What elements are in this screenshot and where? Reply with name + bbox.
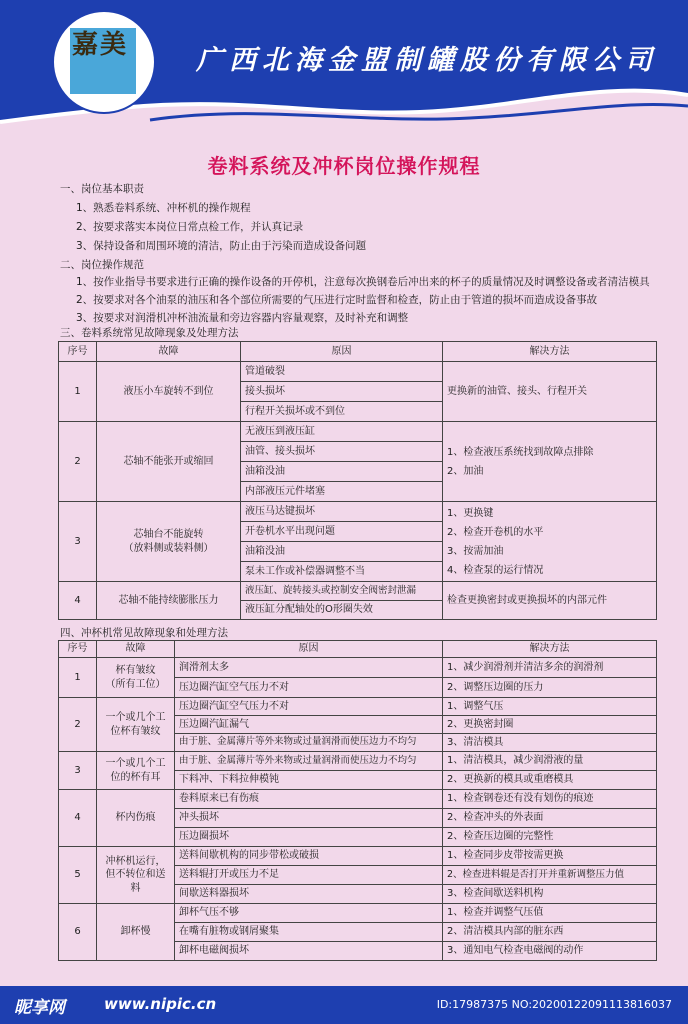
row-cause: 压边圈汽缸空气压力不对 bbox=[175, 678, 443, 698]
row-cause: 接头损坏 bbox=[241, 382, 443, 402]
col-header-no: 序号 bbox=[59, 641, 97, 658]
table-row bbox=[59, 752, 657, 771]
row-solution: 2、调整压边圈的压力 bbox=[443, 678, 657, 698]
duty-item: 2、按要求落实本岗位日常点检工作，并认真记录 bbox=[76, 221, 304, 233]
row-cause: 冲头损坏 bbox=[175, 809, 443, 828]
row-cause: 由于脏、金属薄片等外来物或过量润滑而使压边力不均匀 bbox=[175, 734, 443, 752]
row-no: 2 bbox=[59, 698, 97, 752]
table-row bbox=[59, 790, 657, 809]
row-cause: 泵未工作或补偿器调整不当 bbox=[241, 562, 443, 582]
col-header-no: 序号 bbox=[59, 342, 97, 362]
row-solution: 1、检查同步皮带按需更换 bbox=[443, 847, 657, 866]
row-cause: 开卷机水平出现问题 bbox=[241, 522, 443, 542]
row-solution: 2、检查进料辊是否打开并重新调整压力值 bbox=[443, 866, 657, 885]
row-cause: 润滑剂太多 bbox=[175, 658, 443, 678]
table-row bbox=[59, 422, 657, 442]
row-no: 3 bbox=[59, 502, 97, 582]
row-fault: 芯轴台不能旋转 （放料侧或装料侧） bbox=[97, 502, 241, 582]
duty-item: 1、熟悉卷料系统、冲杯机的操作规程 bbox=[76, 202, 251, 214]
row-solution: 2、检查冲头的外表面 bbox=[443, 809, 657, 828]
row-fault: 卸杯慢 bbox=[97, 904, 175, 961]
row-cause: 压边圈汽缸空气压力不对 bbox=[175, 698, 443, 716]
page-title: 卷料系统及冲杯岗位操作规程 bbox=[207, 154, 481, 178]
row-solution: 1、更换键 2、检查开卷机的水平 3、按需加油 4、检查泵的运行情况 bbox=[443, 502, 657, 582]
row-fault: 液压小车旋转不到位 bbox=[97, 362, 241, 422]
row-solution: 1、检查并调整气压值 bbox=[443, 904, 657, 923]
row-solution: 1、减少润滑剂并清洁多余的润滑剂 bbox=[443, 658, 657, 678]
section-heading-cupper-faults: 四、冲杯机常见故障现象和处理方法 bbox=[60, 627, 228, 639]
table-row bbox=[59, 847, 657, 866]
row-fault: 一个或几个工 位杯有皱纹 bbox=[97, 698, 175, 752]
section-heading-norms: 二、岗位操作规范 bbox=[60, 259, 144, 271]
duty-item: 3、保持设备和周围环境的清洁，防止由于污染而造成设备问题 bbox=[76, 240, 367, 252]
row-cause: 送料辊打开或压力不足 bbox=[175, 866, 443, 885]
row-fault: 冲杯机运行， 但不转位和送 料 bbox=[97, 847, 175, 904]
row-cause: 压边圈损坏 bbox=[175, 828, 443, 847]
watermark-brand: 昵享网 bbox=[14, 998, 65, 1018]
row-cause: 液压缸、旋转接头或控制安全阀密封泄漏 bbox=[241, 582, 443, 601]
watermark-url[interactable]: www.nipic.cn bbox=[104, 995, 217, 1013]
row-no: 4 bbox=[59, 790, 97, 847]
row-fault: 杯内伤痕 bbox=[97, 790, 175, 847]
norm-item: 3、按要求对润滑机冲杯油流量和旁边容器内容量观察，及时补充和调整 bbox=[76, 312, 409, 324]
col-header-cause: 原因 bbox=[175, 641, 443, 658]
norm-item: 1、按作业指导书要求进行正确的操作设备的开停机，注意每次换钢卷后冲出来的杯子的质量情况及时调整设备或者清洁模具 bbox=[76, 276, 650, 288]
row-solution: 3、清洁模具 bbox=[443, 734, 657, 752]
row-solution: 2、清洁模具内部的脏东西 bbox=[443, 923, 657, 942]
row-solution: 2、更换新的模具或重磨模具 bbox=[443, 771, 657, 790]
row-cause: 卸杯气压不够 bbox=[175, 904, 443, 923]
norm-item: 2、按要求对各个油泵的油压和各个部位所需要的气压进行定时监督和检查，防止由于管道的损坏而造成设备事故 bbox=[76, 294, 598, 306]
row-fault: 杯有皱纹 （所有工位） bbox=[97, 658, 175, 698]
row-solution: 1、清洁模具，减少润滑液的量 bbox=[443, 752, 657, 771]
header-banner bbox=[0, 0, 688, 128]
row-cause: 内部液压元件堵塞 bbox=[241, 482, 443, 502]
row-cause: 间歇送料器损坏 bbox=[175, 885, 443, 904]
row-cause: 卸杯电磁阀损坏 bbox=[175, 942, 443, 961]
row-no: 6 bbox=[59, 904, 97, 961]
col-header-cause: 原因 bbox=[241, 342, 443, 362]
row-fault: 芯轴不能张开或缩回 bbox=[97, 422, 241, 502]
row-cause: 在嘴有脏物或钢屑聚集 bbox=[175, 923, 443, 942]
row-solution: 3、通知电气检查电磁阀的动作 bbox=[443, 942, 657, 961]
row-solution: 更换新的油管、接头、行程开关 bbox=[443, 362, 657, 422]
table-row bbox=[59, 658, 657, 678]
row-solution: 1、调整气压 bbox=[443, 698, 657, 716]
table-row bbox=[59, 362, 657, 382]
col-header-solution: 解决方法 bbox=[443, 641, 657, 658]
row-cause: 油箱没油 bbox=[241, 462, 443, 482]
row-no: 1 bbox=[59, 362, 97, 422]
coil-fault-table bbox=[58, 341, 657, 620]
row-no: 2 bbox=[59, 422, 97, 502]
table-row bbox=[59, 698, 657, 716]
row-cause: 液压缸分配轴处的O形圈失效 bbox=[241, 601, 443, 620]
company-name: 广西北海金盟制罐股份有限公司 bbox=[196, 45, 658, 76]
row-solution: 检查更换密封或更换损坏的内部元件 bbox=[443, 582, 657, 620]
section-heading-duties: 一、岗位基本职责 bbox=[60, 183, 144, 195]
table-row bbox=[59, 904, 657, 923]
col-header-fault: 故障 bbox=[97, 641, 175, 658]
cupper-fault-table bbox=[58, 640, 657, 961]
logo-text: 嘉美 bbox=[72, 30, 129, 60]
row-cause: 行程开关损坏或不到位 bbox=[241, 402, 443, 422]
row-solution: 3、检查间歇送料机构 bbox=[443, 885, 657, 904]
table-row bbox=[59, 502, 657, 522]
row-cause: 液压马达键损坏 bbox=[241, 502, 443, 522]
watermark-id: ID:17987375 NO:20200122091113816037 bbox=[436, 998, 672, 1011]
row-solution: 2、更换密封圈 bbox=[443, 716, 657, 734]
row-cause: 卷料原来已有伤痕 bbox=[175, 790, 443, 809]
row-cause: 压边圈汽缸漏气 bbox=[175, 716, 443, 734]
row-cause: 下料冲、下料拉伸模钝 bbox=[175, 771, 443, 790]
row-fault: 一个或几个工 位的杯有耳 bbox=[97, 752, 175, 790]
row-cause: 管道破裂 bbox=[241, 362, 443, 382]
table-row bbox=[59, 582, 657, 601]
row-cause: 送料间歇机构的同步带松或破损 bbox=[175, 847, 443, 866]
row-solution: 1、检查钢卷还有没有划伤的痕迹 bbox=[443, 790, 657, 809]
row-solution: 2、检查压边圈的完整性 bbox=[443, 828, 657, 847]
section-heading-coil-faults: 三、卷料系统常见故障现象及处理方法 bbox=[60, 327, 239, 339]
row-cause: 无液压到液压缸 bbox=[241, 422, 443, 442]
row-fault: 芯轴不能持续膨胀压力 bbox=[97, 582, 241, 620]
row-no: 1 bbox=[59, 658, 97, 698]
col-header-solution: 解决方法 bbox=[443, 342, 657, 362]
row-cause: 油箱没油 bbox=[241, 542, 443, 562]
col-header-fault: 故障 bbox=[97, 342, 241, 362]
row-no: 3 bbox=[59, 752, 97, 790]
row-solution: 1、检查液压系统找到故障点排除 2、加油 bbox=[443, 422, 657, 502]
row-no: 5 bbox=[59, 847, 97, 904]
row-cause: 由于脏、金属薄片等外来物或过量润滑而使压边力不均匀 bbox=[175, 752, 443, 771]
row-cause: 油管、接头损坏 bbox=[241, 442, 443, 462]
row-no: 4 bbox=[59, 582, 97, 620]
